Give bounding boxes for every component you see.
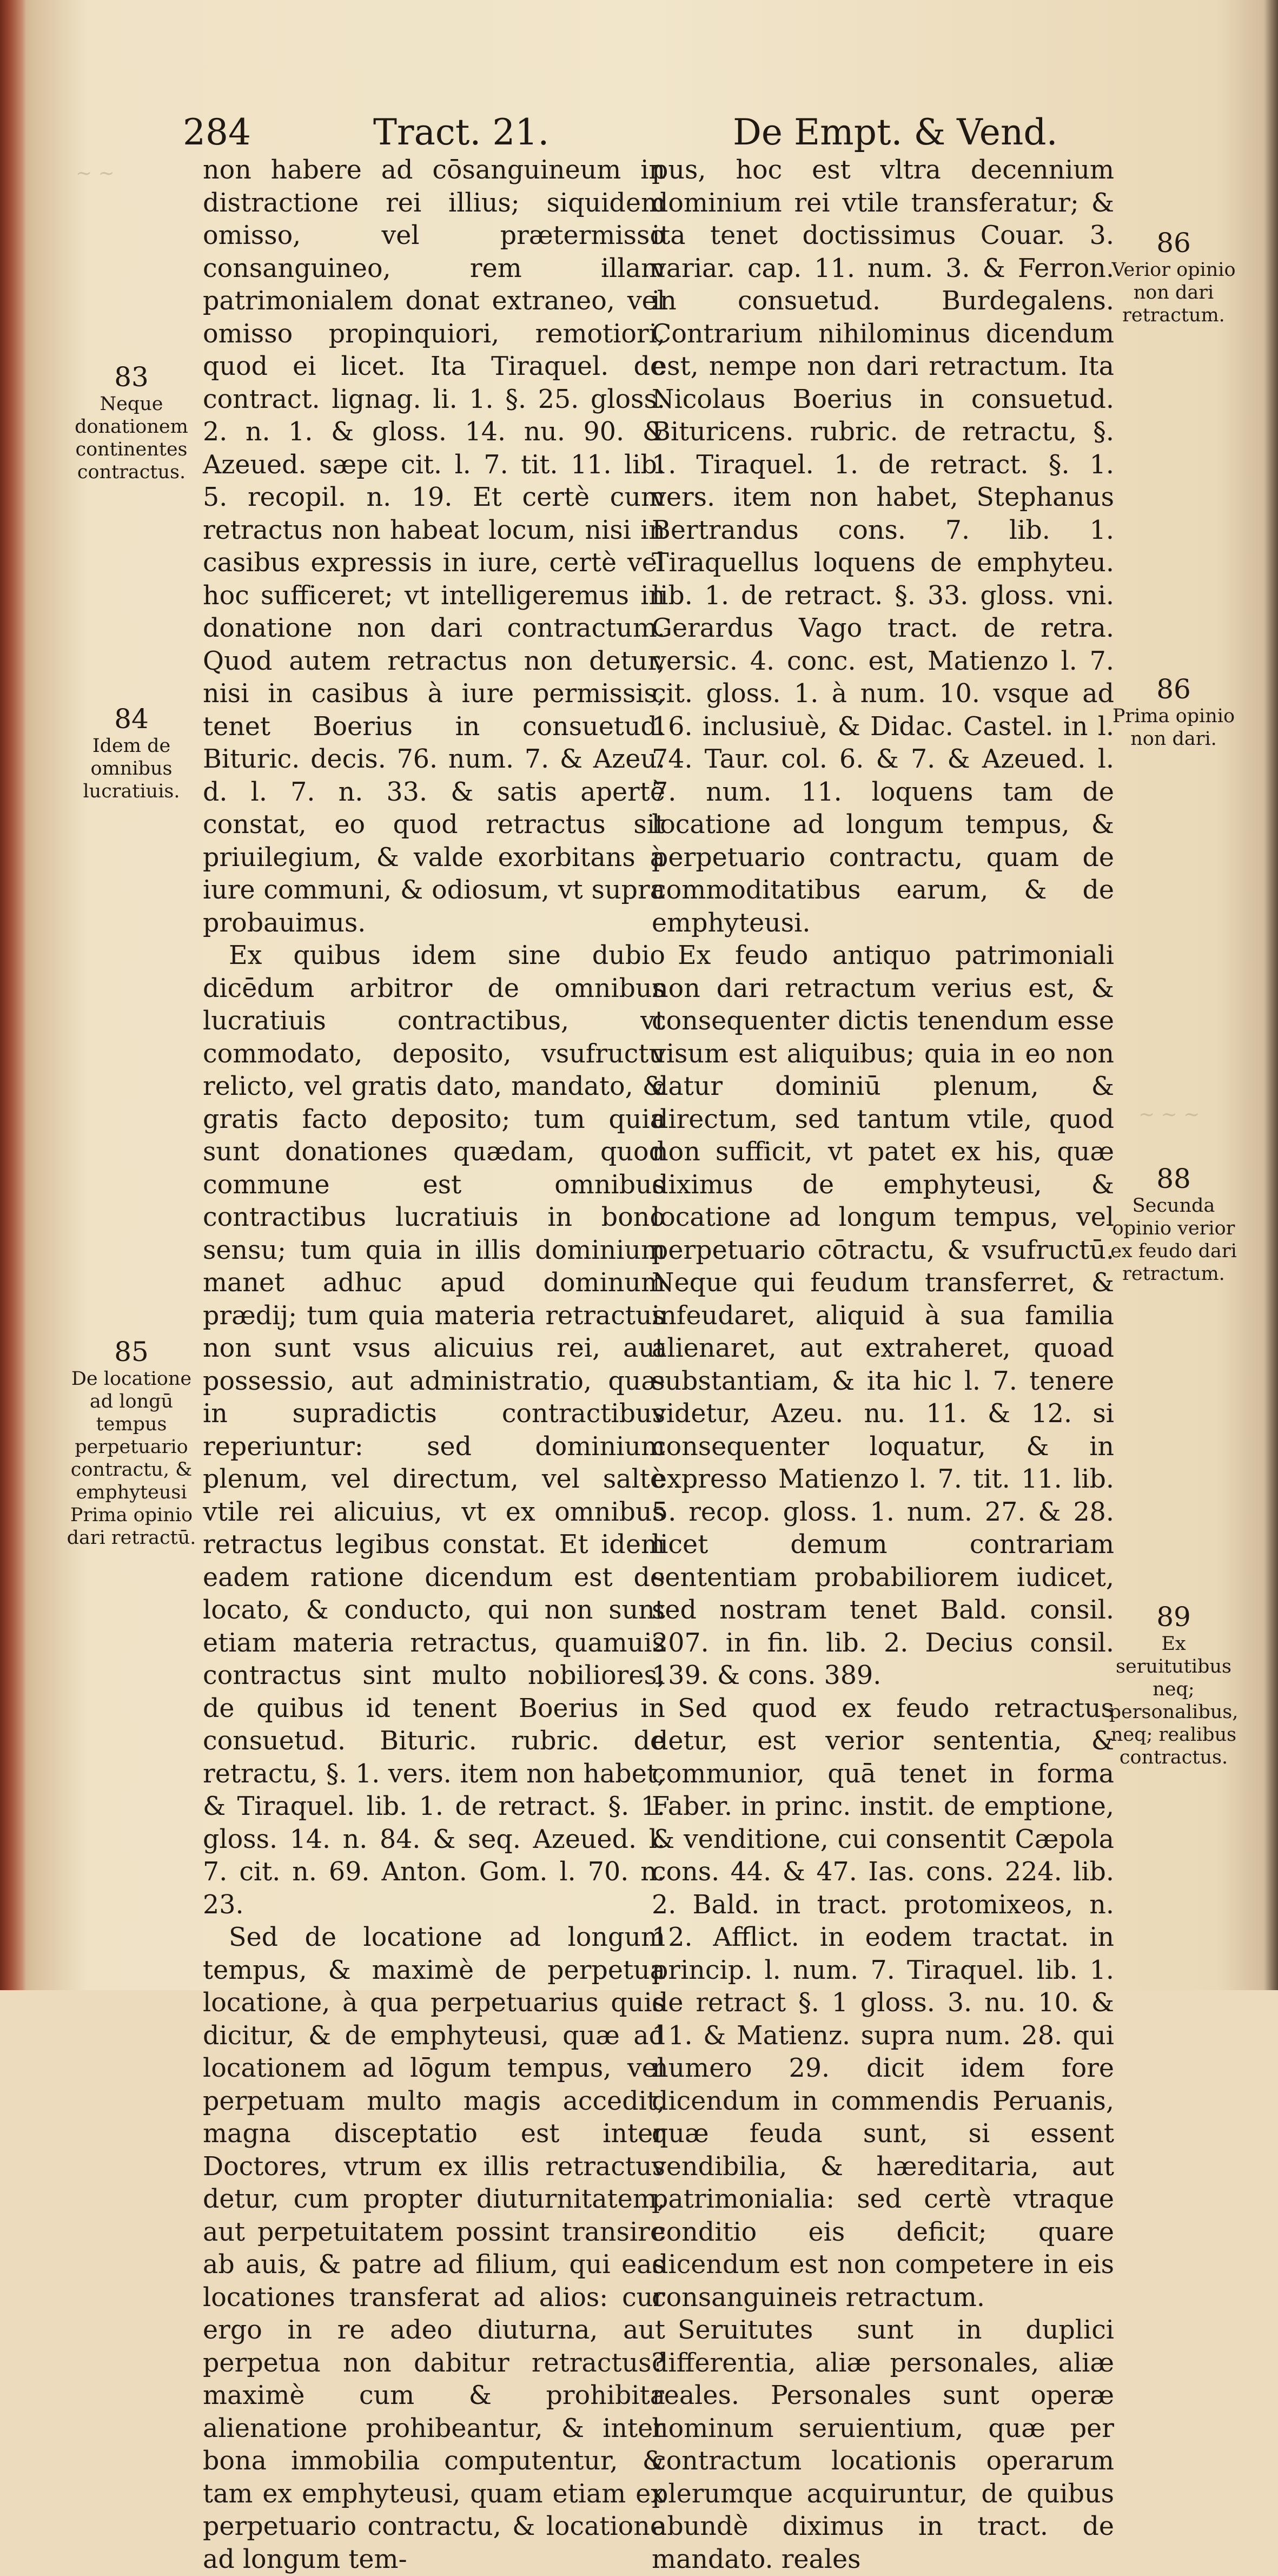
margin-note-number: 85 [114, 1336, 149, 1368]
margin-note-text: Secunda opinio verior ex feudo dari retractum. [1110, 1195, 1237, 1285]
paragraph: Seruitutes sunt in duplici differentia, aliæ personales, aliæ reales. Personales sunt operæ hominum seruientium, quæ per contractum locationis operarum plerumque acquiruntur, de quibus abundè diximus in tract. de mandato. reales [652, 2315, 1114, 2574]
page-edge-left [0, 0, 26, 1990]
margin-note [1101, 1163, 1247, 1285]
margin-note [1101, 673, 1247, 750]
margin-note [1101, 1601, 1247, 1769]
margin-note-number: 89 [1156, 1601, 1191, 1633]
bleed-through-mark: ~ ~ [76, 162, 115, 184]
margin-note [64, 703, 199, 803]
bleed-through-mark: ~ ~ ~ [1138, 1104, 1200, 1126]
margin-note-text: Idem de omnibus lucratiuis. [83, 735, 180, 802]
page-number: 284 [183, 111, 251, 153]
paragraph: Sed de locatione ad longum tempus, & maximè de perpetua locatione, à qua perpetuarius quis dicitur, & de emphyteusi, quæ ad locationem ad lōgum tempus, vel perpetuam multo magis accedit, magna disceptatio est inter Doctores, vtrum ex illis retractus detur, cum propter diuturnitatem, aut perpetuitatem possint transire ab auis, & patre ad filium, qui eas locationes transferat ad alios: cur ergo in re adeo diuturna, aut perpetua non dabitur retractus? maximè cum & prohibita alienatione prohibeantur, & inter bona immobilia computentur, & tam ex emphyteusi, quam etiam ex perpetuario contractu, & locatione ad longum tem- [203, 1923, 665, 2574]
margin-note-text: Ex seruitutibus neq; personalibus, neq; realibus contractus. [1109, 1633, 1239, 1768]
margin-note [64, 361, 199, 484]
running-head-tract: Tract. 21. [373, 111, 549, 153]
margin-note-number: 86 [1156, 227, 1191, 259]
paragraph: non habere ad cōsanguineum in distractione rei illius; siquidem omisso, vel prætermisso consanguineo, rem illam patrimonialem donat extraneo, vel omisso propinquiori, remotiori, quod ei licet. Ita Tiraquel. de contract. lignag. li. 1. §. 25. gloss. 2. n. 1. & gloss. 14. nu. 90. & Azeued. sæpe cit. l. 7. tit. 11. lib. 5. recopil. n. 19. Et certè cum retractus non habeat locum, nisi in casibus expressis in iure, certè vel hoc sufficeret; vt intelligeremus in donatione non dari contractum. Quod autem retractus non detur, nisi in casibus à iure permissis, tenet Boerius in consuetud. Bituric. decis. 76. num. 7. & Azeu. d. l. 7. n. 33. & satis apertè constat, eo quod retractus sit priuilegium, & valde exorbitans à iure communi, & odiosum, vt supra probauimus. [203, 155, 665, 938]
margin-note-number: 86 [1156, 673, 1191, 705]
page-edge-right [1264, 0, 1278, 1990]
margin-note [64, 1336, 199, 1549]
text-column-left [203, 154, 665, 2576]
margin-note [1101, 227, 1247, 327]
paragraph: Ex quibus idem sine dubio dicēdum arbitror de omnibus lucratiuis contractibus, vt commodato, deposito, vsufructu relicto, vel gratis dato, mandato, & gratis facto deposito; tum quia sunt donationes quædam, quod commune est omnibus contractibus lucratiuis in bono sensu; tum quia in illis dominium manet adhuc apud dominum prædij; tum quia materia retractus non sunt vsus alicuius rei, aut possessio, aut administratio, quæ in supradictis contractibus reperiuntur: sed dominium plenum, vel directum, vel saltè vtile rei alicuius, vt ex omnibus retractus legibus constat. Et idem eadem ratione dicendum est de locato, & conducto, qui non sunt etiam materia retractus, quamuis contractus sint multo nobiliores, de quibus id tenent Boerius in consuetud. Bituric. rubric. de retractu, §. 1. vers. item non habet, & Tiraquel. lib. 1. de retract. §. 1. gloss. 14. n. 84. & seq. Azeued. l. 7. cit. n. 69. Anton. Gom. l. 70. n. 23. [203, 941, 665, 1920]
margin-note-text: De locatione ad longū tempus perpetuario contractu, & emphyteusi Prima opinio dari retractū. [67, 1368, 196, 1549]
paragraph: pus, hoc est vltra decennium dominium rei vtile transferatur; & ita tenet doctissimus Couar. 3. variar. cap. 11. num. 3. & Ferron. in consuetud. Burdegalens. Contrarium nihilominus dicendum est, nempe non dari retractum. Ita Nicolaus Boerius in consuetud. Bituricens. rubric. de retractu, §. 1. Tiraquel. 1. de retract. §. 1. vers. item non habet, Stephanus Bertrandus cons. 7. lib. 1. Tiraquellus loquens de emphyteu. lib. 1. de retract. §. 33. gloss. vni. Gerardus Vago tract. de retra. versic. 4. conc. est, Matienzo l. 7. cit. gloss. 1. à num. 10. vsque ad 16. inclusiuè, & Didac. Castel. in l. 74. Taur. col. 6. & 7. & Azeued. l. 7. num. 11. loquens tam de locatione ad longum tempus, & perpetuario contractu, quam de commoditatibus earum, & de emphyteusi. [652, 155, 1114, 938]
margin-note-number: 83 [114, 361, 149, 393]
paragraph: Ex feudo antiquo patrimoniali non dari retractum verius est, & consequenter dictis tenendum esse visum est aliquibus; quia in eo non datur dominiū plenum, & directum, sed tantum vtile, quod non sufficit, vt patet ex his, quæ diximus de emphyteusi, & locatione ad longum tempus, vel perpetuario cōtractu, & vsufructū. Neque qui feudum transferret, & infeudaret, aliquid à sua familia alienaret, aut extraheret, quoad substantiam, & ita hic l. 7. tenere videtur, Azeu. nu. 11. & 12. si consequenter loquatur, & in expresso Matienzo l. 7. tit. 11. lib. 5. recop. gloss. 1. num. 27. & 28. licet demum contrariam sententiam probabiliorem iudicet, sed nostram tenet Bald. consil. 207. in fin. lib. 2. Decius consil. 139. & cons. 389. [652, 941, 1114, 1690]
text-column-right [652, 154, 1114, 2576]
running-head-title: De Empt. & Vend. [733, 111, 1058, 153]
margin-note-text: Prima opinio non dari. [1112, 705, 1235, 750]
margin-note-number: 84 [114, 703, 149, 735]
margin-note-text: Verior opinio non dari retractum. [1111, 259, 1236, 326]
margin-note-number: 88 [1156, 1163, 1191, 1194]
margin-note-text: Neque donationem continentes contractus. [75, 393, 188, 483]
paragraph: Sed quod ex feudo retractus detur, est verior sententia, & communior, quā tenet in forma Faber. in princ. instit. de emptione, & venditione, cui consentit Cæpola cons. 44. & 47. Ias. cons. 224. lib. 2. Bald. in tract. protomixeos, n. 12. Afflict. in eodem tractat. in princip. l. num. 7. Tiraquel. lib. 1. de retract §. 1 gloss. 3. nu. 10. & 11. & Matienz. supra num. 28. qui numero 29. dicit idem fore dicendum in commendis Peruanis, quæ feuda sunt, si essent vendibilia, & hæreditaria, aut patrimonialia: sed certè vtraque conditio eis deficit; quare dicendum est non competere in eis consanguineis retractum. [652, 1693, 1114, 2313]
